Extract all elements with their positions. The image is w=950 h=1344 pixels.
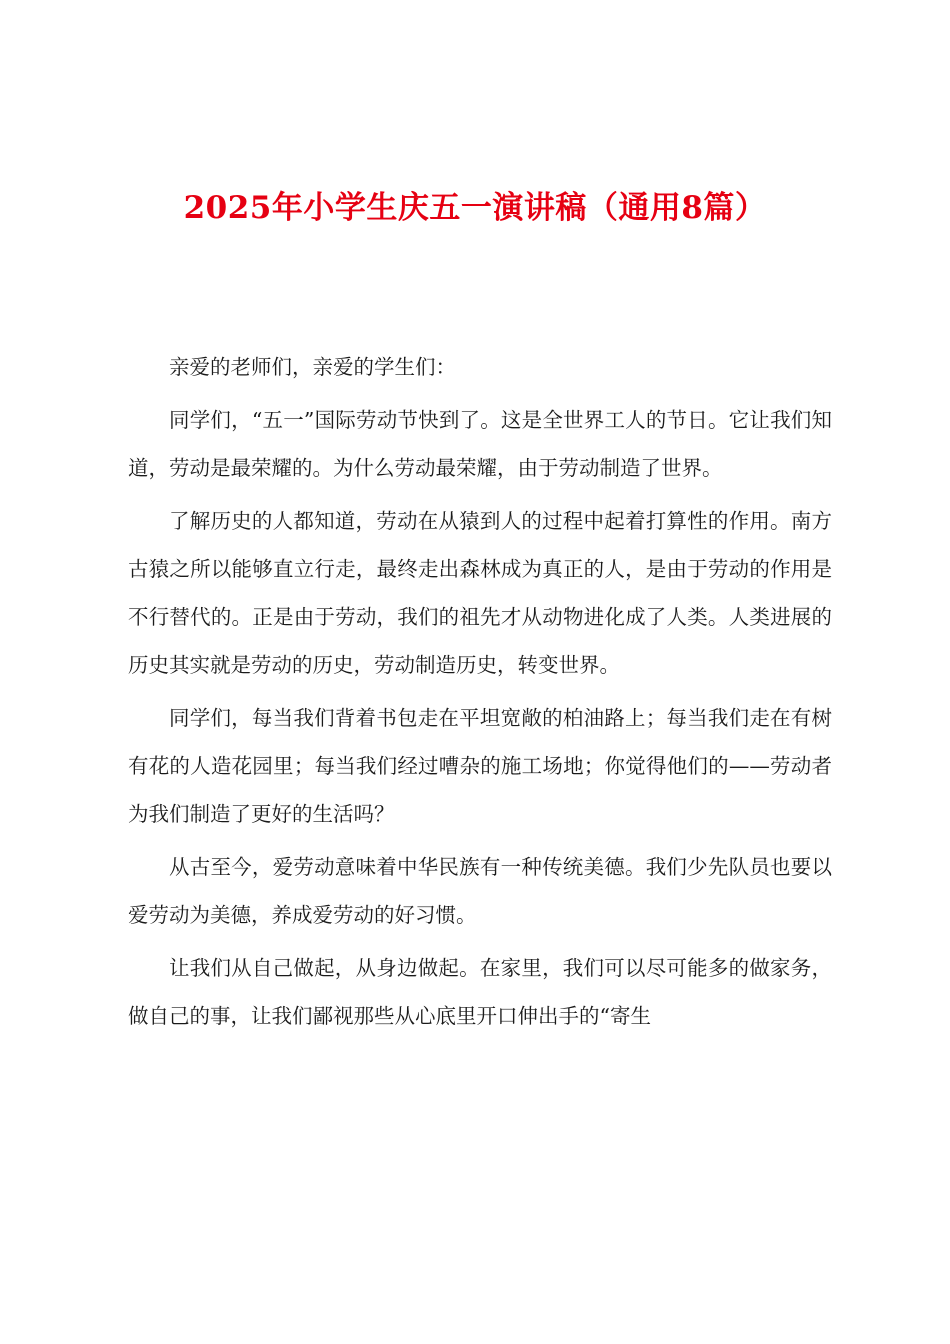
document-body xyxy=(128,343,832,1045)
document-title: 2025年小学生庆五一演讲稿（通用8篇） xyxy=(183,190,767,226)
paragraph-salutation: 亲爱的老师们，亲爱的学生们： xyxy=(169,355,456,379)
paragraph: 从古至今，爱劳动意味着中华民族有一种传统美德。我们少先队员也要以爱劳动为美德，养成爱劳动的好习惯。 xyxy=(128,855,832,927)
paragraph: 了解历史的人都知道，劳动在从猿到人的过程中起着打算性的作用。南方古猿之所以能够直立行走，最终走出森林成为真正的人，是由于劳动的作用是不行替代的。正是由于劳动，我们的祖先才从动物进化成了人类。人类进展的历史其实就是劳动的历史，劳动制造历史，转变世界。 xyxy=(128,509,832,677)
paragraph: 让我们从自己做起，从身边做起。在家里，我们可以尽可能多的做家务，做自己的事，让我们鄙视那些从心底里开口伸出手的“寄生 xyxy=(128,956,832,1028)
paragraph: 同学们，每当我们背着书包走在平坦宽敞的柏油路上；每当我们走在有树有花的人造花园里；每当我们经过嘈杂的施工场地；你觉得他们的——劳动者为我们制造了更好的生活吗？ xyxy=(128,706,832,826)
paragraph: 同学们，“五一”国际劳动节快到了。这是全世界工人的节日。它让我们知道，劳动是最荣耀的。为什么劳动最荣耀，由于劳动制造了世界。 xyxy=(128,408,832,480)
